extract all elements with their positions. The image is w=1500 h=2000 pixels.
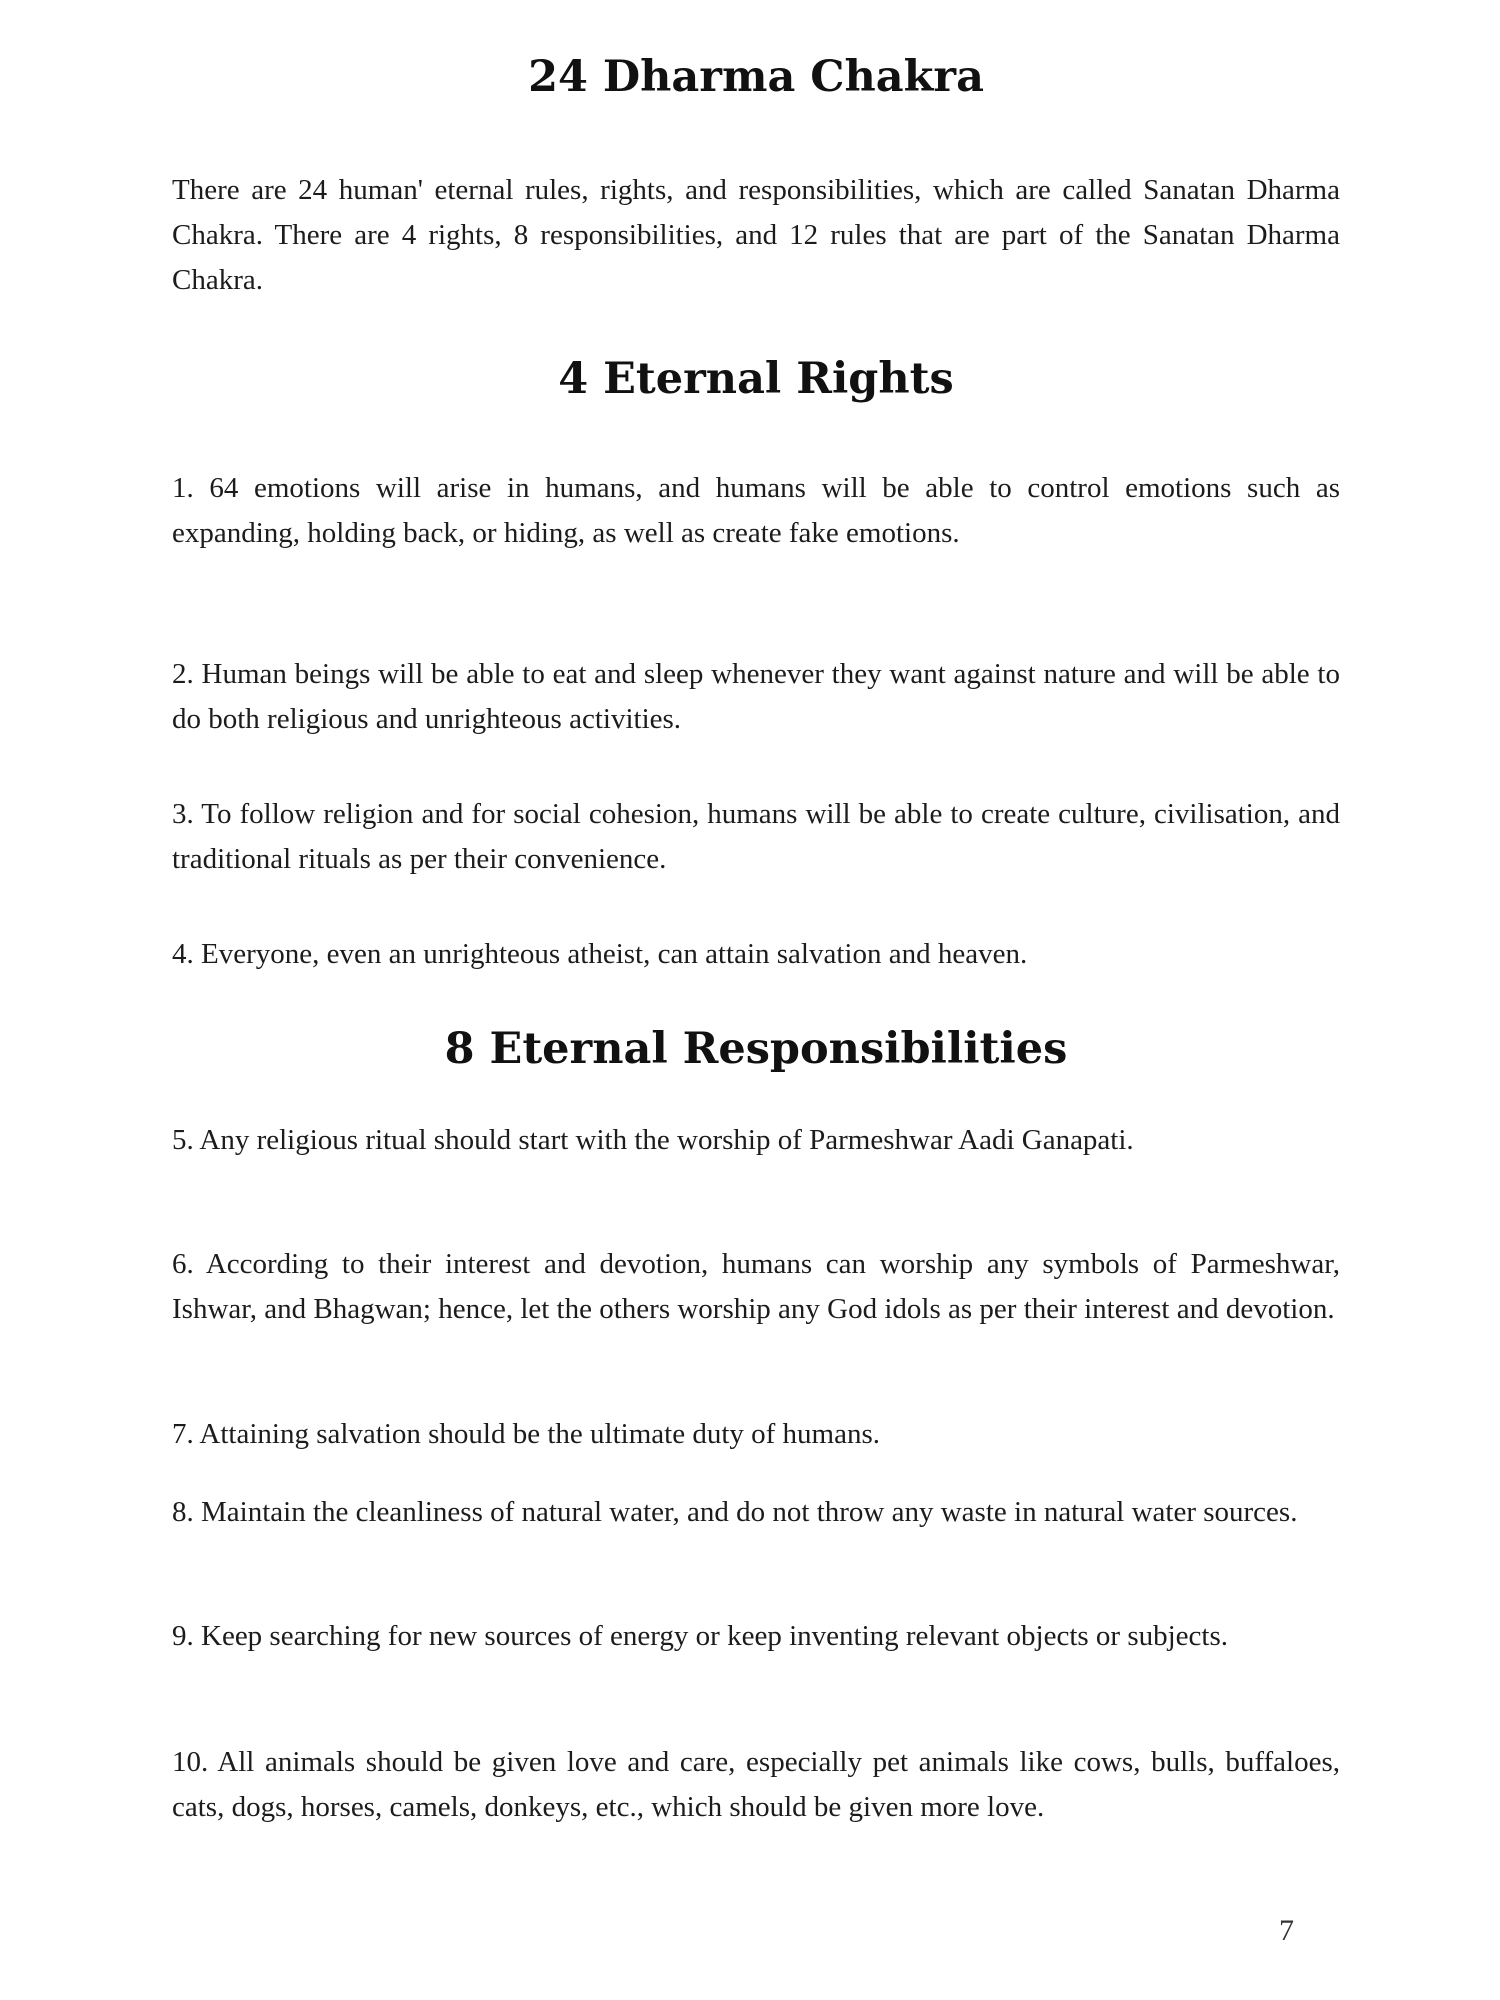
- right-item-1: 1. 64 emotions will arise in humans, and humans will be able to control emotions such as expanding, holding back, or hiding, as well as create fake emotions.: [172, 472, 1340, 549]
- responsibility-item-8: 8. Maintain the cleanliness of natural water, and do not throw any waste in natural water sources.: [172, 1496, 1298, 1528]
- responsibility-item-7: 7. Attaining salvation should be the ultimate duty of humans.: [172, 1418, 880, 1450]
- responsibility-item-9: 9. Keep searching for new sources of energy or keep inventing relevant objects or subjects.: [172, 1620, 1228, 1652]
- responsibilities-heading: 8 Eternal Responsibilities: [444, 1024, 1068, 1074]
- page-title: 24 Dharma Chakra: [528, 52, 984, 102]
- responsibility-item-10: 10. All animals should be given love and care, especially pet animals like cows, bulls, buffaloes, cats, dogs, horses, camels, donkeys, etc., which should be given more love.: [172, 1746, 1340, 1823]
- responsibility-item-6: 6. According to their interest and devotion, humans can worship any symbols of Parmeshwar, Ishwar, and Bhagwan; hence, let the others worship any God idols as per their interest and devotion.: [172, 1248, 1340, 1325]
- right-item-3: 3. To follow religion and for social cohesion, humans will be able to create culture, civilisation, and traditional rituals as per their convenience.: [172, 798, 1340, 875]
- page-number: 7: [1279, 1914, 1294, 1947]
- intro-paragraph: There are 24 human' eternal rules, rights, and responsibilities, which are called Sanatan Dharma Chakra. There are 4 rights, 8 responsibilities, and 12 rules that are part of the Sanatan Dharma Chakra.: [172, 174, 1340, 296]
- right-item-4: 4. Everyone, even an unrighteous atheist, can attain salvation and heaven.: [172, 938, 1028, 970]
- responsibility-item-5: 5. Any religious ritual should start with the worship of Parmeshwar Aadi Ganapati.: [172, 1124, 1134, 1156]
- rights-heading: 4 Eternal Rights: [558, 354, 954, 404]
- document-page: [172, 0, 1340, 2000]
- right-item-2: 2. Human beings will be able to eat and sleep whenever they want against nature and will be able to do both religious and unrighteous activities.: [172, 658, 1340, 735]
